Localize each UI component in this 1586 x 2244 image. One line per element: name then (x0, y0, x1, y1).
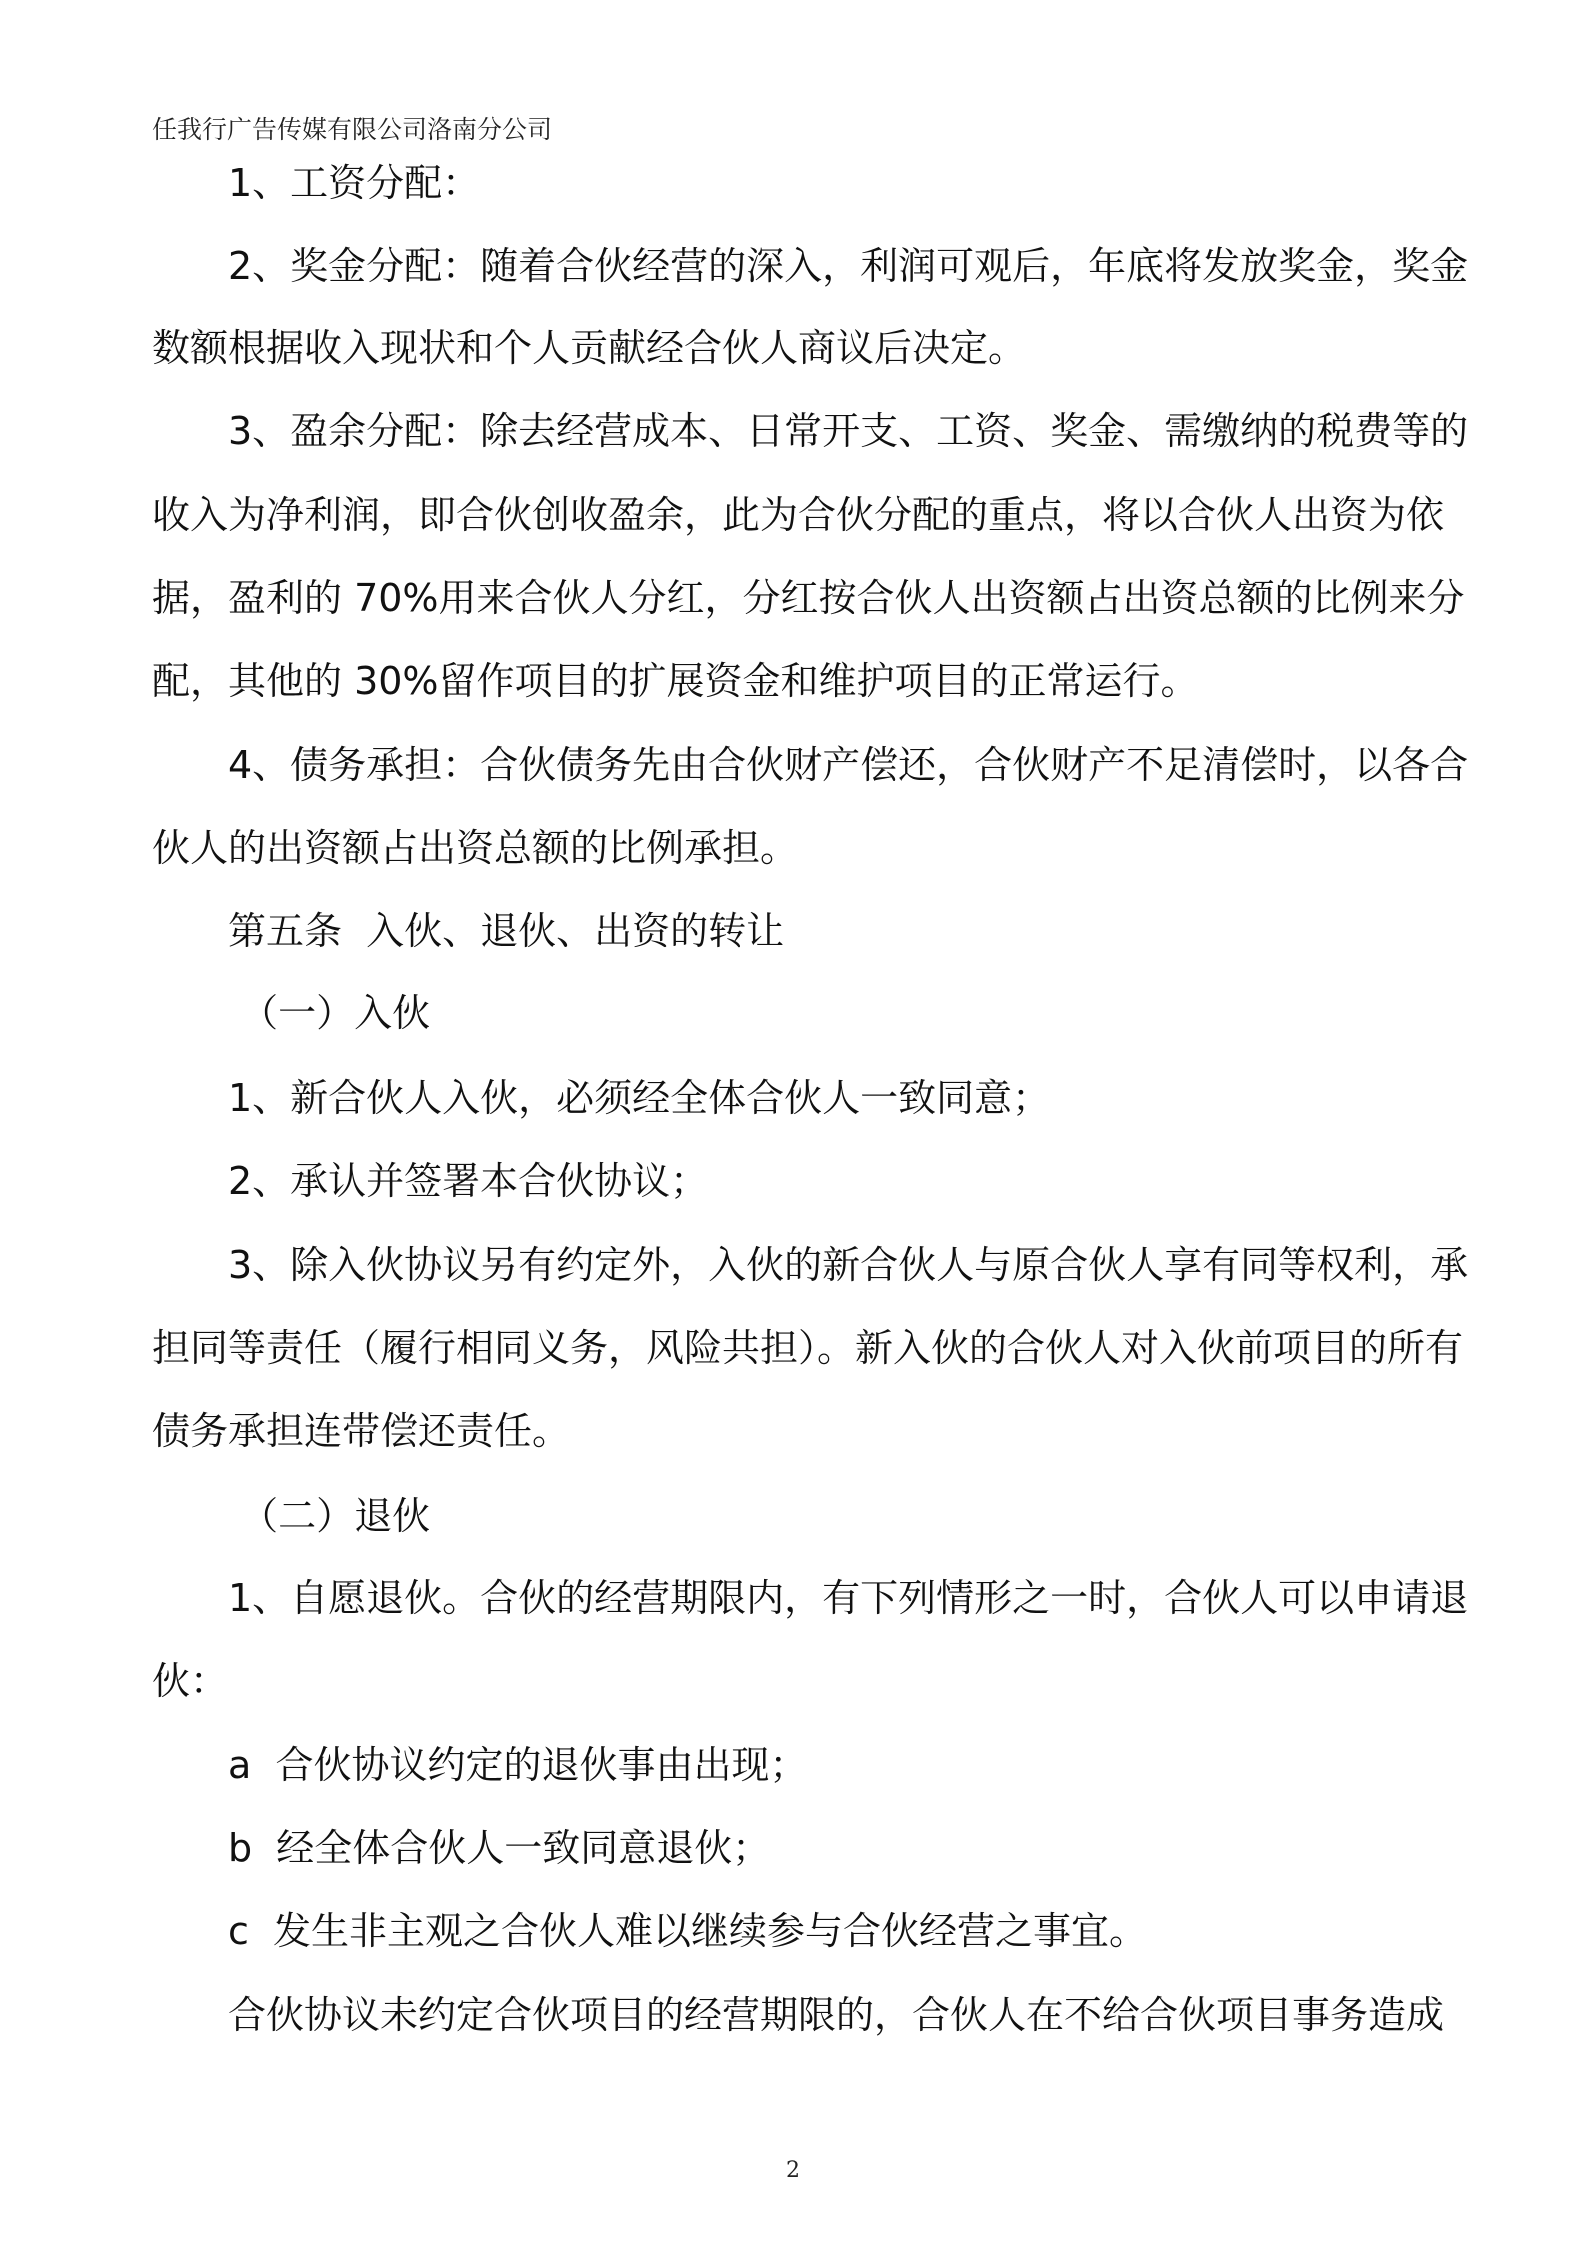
paragraph-line: 债务承担连带偿还责任。 (152, 1409, 571, 1453)
paragraph-line: 据，盈利的 70%用来合伙人分红，分红按合伙人出资额占出资总额的比例来分 (152, 576, 1465, 620)
paragraph-line: 伙： (152, 1659, 229, 1703)
paragraph-line: 4、债务承担：合伙债务先由合伙财产偿还，合伙财产不足清偿时，以各合 (228, 743, 1469, 787)
paragraph-line: 3、除入伙协议另有约定外，入伙的新合伙人与原合伙人享有同等权利，承 (228, 1243, 1469, 1287)
section-heading: （二）退伙 (228, 1494, 431, 1538)
paragraph-line: 2、承认并签署本合伙协议； (228, 1159, 709, 1203)
page-number: 2 (786, 2158, 800, 2183)
paragraph-line: 1、自愿退伙。合伙的经营期限内，有下列情形之一时，合伙人可以申请退 (228, 1576, 1469, 1620)
list-item: b 经全体合伙人一致同意退伙； (228, 1826, 771, 1870)
paragraph-line: 伙人的出资额占出资总额的比例承担。 (152, 826, 799, 870)
paragraph-line: 收入为净利润，即合伙创收盈余，此为合伙分配的重点，将以合伙人出资为依 (152, 493, 1445, 537)
page-header: 任我行广告传媒有限公司洛南分公司 (152, 115, 553, 144)
paragraph-line: 1、新合伙人入伙，必须经全体合伙人一致同意； (228, 1076, 1051, 1120)
paragraph-line: 配，其他的 30%留作项目的扩展资金和维护项目的正常运行。 (152, 659, 1199, 703)
paragraph-line: 3、盈余分配：除去经营成本、日常开支、工资、奖金、需缴纳的税费等的 (228, 409, 1469, 453)
paragraph-line: 1、工资分配： (228, 161, 481, 205)
section-heading: （一）入伙 (228, 991, 431, 1035)
article-heading: 第五条 入伙、退伙、出资的转让 (228, 909, 785, 953)
list-item: c 发生非主观之合伙人难以继续参与合伙经营之事宜。 (228, 1909, 1148, 1953)
paragraph-line: 数额根据收入现状和个人贡献经合伙人商议后决定。 (152, 326, 1027, 370)
paragraph-line: 合伙协议未约定合伙项目的经营期限的，合伙人在不给合伙项目事务造成 (228, 1993, 1445, 2037)
paragraph-line: 担同等责任（履行相同义务，风险共担）。新入伙的合伙人对入伙前项目的所有 (152, 1326, 1464, 1370)
list-item: a 合伙协议约定的退伙事由出现； (228, 1743, 808, 1787)
paragraph-line: 2、奖金分配：随着合伙经营的深入，利润可观后，年底将发放奖金，奖金 (228, 244, 1469, 288)
